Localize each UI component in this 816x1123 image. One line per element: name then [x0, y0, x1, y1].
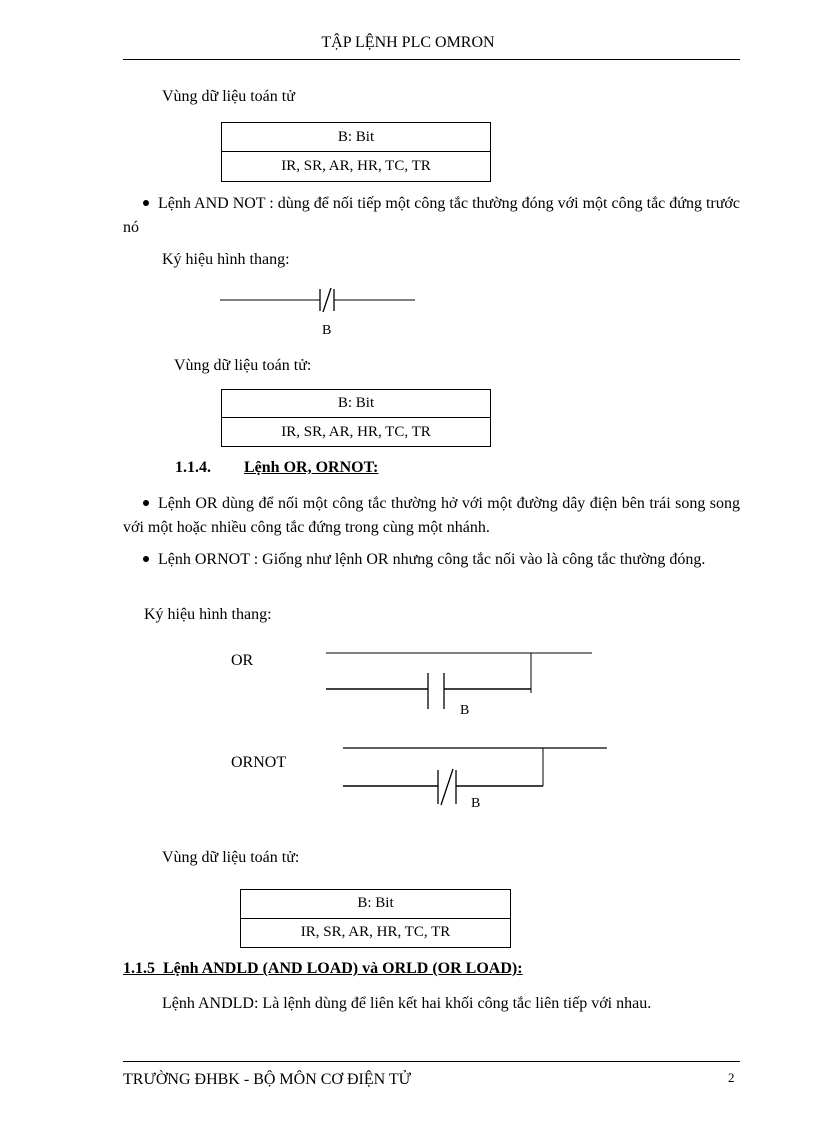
andnot-ladder-diagram [215, 285, 425, 345]
section-title-or: Lệnh OR, ORNOT: [244, 459, 379, 476]
andnot-operand-table-row2: IR, SR, AR, HR, TC, TR [281, 423, 431, 440]
contact-slash [323, 288, 331, 312]
andnot-ladder-label: Ký hiệu hình thang: [162, 251, 290, 268]
or-operand-table-row2: IR, SR, AR, HR, TC, TR [300, 924, 451, 941]
or-diagram-label: OR [231, 652, 254, 669]
ornot-diagram-label: ORNOT [231, 754, 287, 771]
page-header-title: TẬP LỆNH PLC OMRON [321, 34, 495, 51]
ornot-ladder-diagram [335, 740, 615, 820]
or-operand-label: Vùng dữ liệu toán tử: [162, 849, 300, 866]
andnot-contact-label: B [322, 323, 332, 338]
ornot-contact-label: B [471, 796, 481, 811]
or-bullet-2 [123, 548, 740, 572]
section-number-114: 1.1.4. [175, 459, 211, 476]
header-rule [123, 59, 740, 60]
bullet-dot [143, 556, 149, 562]
andnot-bullet [123, 192, 740, 240]
or-operand-table-row1: B: Bit [241, 890, 510, 919]
or-contact-label: B [460, 703, 470, 718]
or-ladder-label: Ký hiệu hình thang: [144, 606, 272, 623]
and-operand-table [221, 122, 491, 182]
and-operand-table-row2: IR, SR, AR, HR, TC, TR [281, 158, 431, 174]
or-bullet-1 [123, 492, 740, 540]
and-operand-table-row1: B: Bit [222, 123, 490, 152]
bullet-dot [143, 500, 149, 506]
andnot-operand-table [221, 389, 491, 447]
andnot-operand-table-row1: B: Bit [222, 390, 490, 418]
or-operand-table [240, 889, 511, 948]
or-ladder-diagram [320, 645, 600, 725]
and-operand-label: Vùng dữ liệu toán tử [162, 88, 295, 105]
bullet-dot [143, 200, 149, 206]
page-number: 2 [728, 1070, 735, 1085]
footer-rule [123, 1061, 740, 1062]
footer-text: TRƯỜNG ĐHBK - BỘ MÔN CƠ ĐIỆN TỬ [123, 1071, 412, 1088]
andnot-bullet-text: Lệnh AND NOT : dùng để nối tiếp một công tắc thường đóng với một công tắc đứng trước nó [123, 195, 740, 236]
ornot-contact-slash [441, 769, 453, 805]
or-bullet-1-text: Lệnh OR dùng để nối một công tắc thường hở với một đường dây điện bên trái song song với một hoặc nhiều công tắc đứng trong cùng một nhánh. [123, 495, 740, 536]
section-heading-115: 1.1.5 Lệnh ANDLD (AND LOAD) và ORLD (OR LOAD): [123, 960, 523, 977]
andld-description: Lệnh ANDLD: Là lệnh dùng để liên kết hai khối công tắc liên tiếp với nhau. [162, 995, 652, 1012]
andnot-operand-label: Vùng dữ liệu toán tử: [174, 357, 312, 374]
or-bullet-2-text: Lệnh ORNOT : Giống như lệnh OR nhưng công tắc nối vào là công tắc thường đóng. [158, 551, 706, 568]
